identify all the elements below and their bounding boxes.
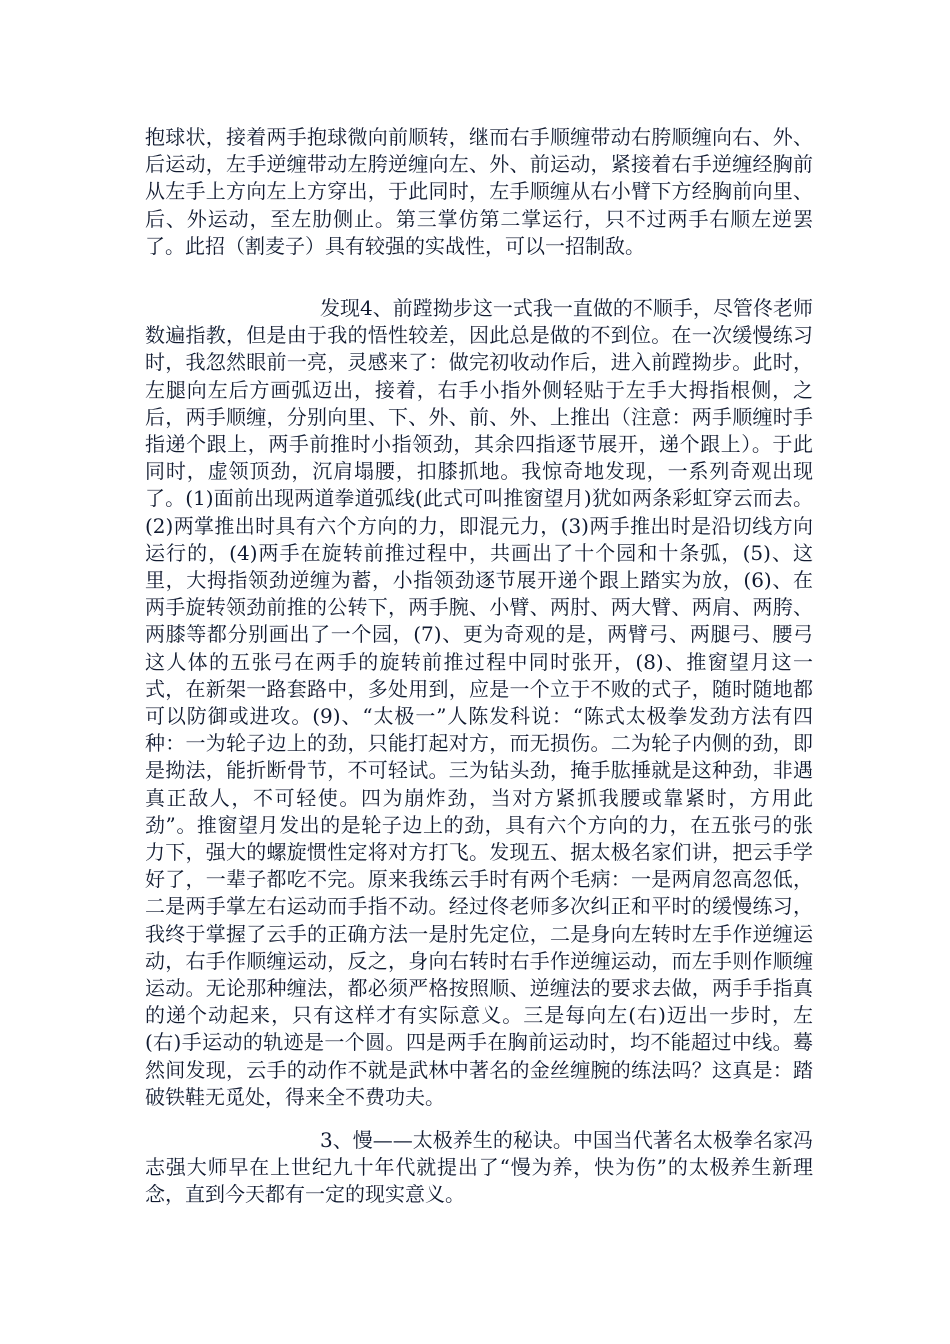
paragraph-slow-secret: 3、慢——太极养生的秘诀。中国当代著名太极拳名家冯志强大师早在上世纪九十年代就提出了“慢为养，快为伤”的太极养生新理念，直到今天都有一定的现实意义。 [145, 1128, 813, 1207]
paragraph-discovery-four: 发现4、前蹚拗步这一式我一直做的不顺手，尽管佟老师数遍指教，但是由于我的悟性较差，因此总是做的不到位。在一次缓慢练习时，我忽然眼前一亮，灵感来了：做完初收动作后，进入前蹚拗步。此时，左腿向左后方画弧迈出，接着，右手小指外侧轻贴于左手大拇指根侧，之后，两手顺缠，分别向里、下、外、前、外、上推出（注意：两手顺缠时手指递个跟上，两手前推时小指领劲，其余四指逐节展开，递个跟上）。于此同时，虚领顶劲，沉肩塌腰，扣膝抓地。我惊奇地发现，一系列奇观出现了。(1)面前出现两道拳道弧线(此式可叫推窗望月)犹如两条彩虹穿云而去。(2)两掌推出时具有六个方向的力，即混元力，(3)两手推出时是沿切线方向运行的，(4)两手在旋转前推过程中，共画出了十个园和十条弧，(5)、这里，大拇指领劲逆缠为蓄，小指领劲逐节展开递个跟上踏实为放，(6)、在两手旋转领劲前推的公转下，两手腕、小臂、两肘、两大臂、两肩、两胯、两膝等都分别画出了一个园，(7)、更为奇观的是，两臂弓、两腿弓、腰弓这人体的五张弓在两手的旋转前推过程中同时张开，(8)、推窗望月这一式，在新架一路套路中，多处用到，应是一个立于不败的式子，随时随地都可以防御或进攻。(9)、“太极一”人陈发科说：“陈式太极拳发劲方法有四种：一为轮子边上的劲，只能打起对方，而无损伤。二为轮子内侧的劲，即是拗法，能折断骨节，不可轻试。三为钻头劲，掩手肱捶就是这种劲，非遇真正敌人，不可轻使。四为崩炸劲，当对方紧抓我腰或靠紧时，方用此劲”。推窗望月发出的是轮子边上的劲，具有六个方向的力，在五张弓的张力下，强大的螺旋惯性定将对方打飞。发现五、据太极名家们讲，把云手学好了，一辈子都吃不完。原来我练云手时有两个毛病：一是两肩忽高忽低，二是两手掌左右运动而手指不动。经过佟老师多次纠正和平时的缓慢练习，我终于掌握了云手的正确方法一是肘先定位，二是身向左转时左手作逆缠运动，右手作顺缠运动，反之，身向右转时右手作逆缠运动，而左手则作顺缠运动。无论那种缠法，都必须严格按照顺、逆缠法的要求去做，两手手指真的递个动起来，只有这样才有实际意义。三是每向左(右)迈出一步时，左(右)手运动的轨迹是一个圆。四是两手在胸前运动时，均不能超过中线。蓦然间发现，云手的动作不就是武林中著名的金丝缠腕的练法吗？这真是：踏破铁鞋无觅处，得来全不费功夫。 [145, 296, 813, 1109]
paragraph-continuation: 抱球状，接着两手抱球微向前顺转，继而右手顺缠带动右胯顺缠向右、外、后运动，左手逆缠带动左胯逆缠向左、外、前运动，紧接着右手逆缠经胸前从左手上方向左上方穿出，于此同时，左手顺缠从右小臂下方经胸前向里、后、外运动，至左肋侧止。第三掌仿第二掌运行，只不过两手右顺左逆罢了。此招（割麦子）具有较强的实战性，可以一招制敌。 [145, 125, 813, 258]
